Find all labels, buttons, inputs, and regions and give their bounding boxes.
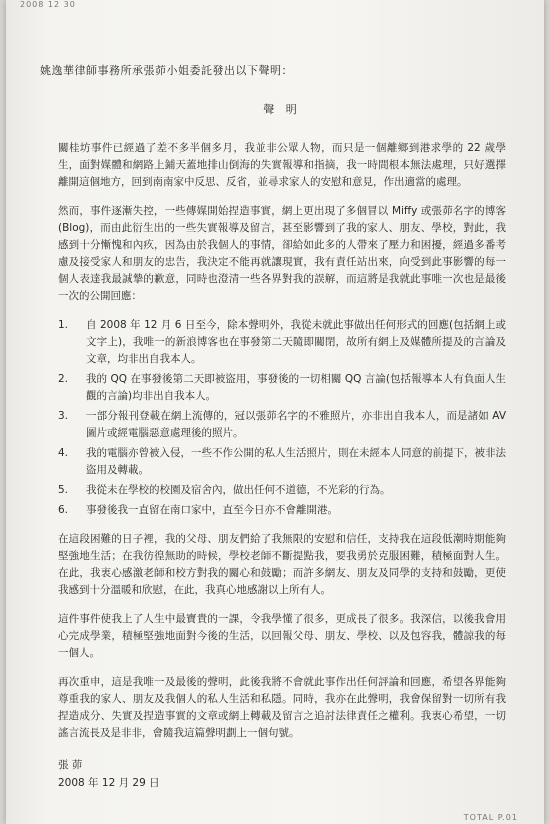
list-item — [58, 371, 506, 405]
list-text: 一部分報刊登載在網上流傳的，冠以張茆名字的不雅照片，亦非出自我本人，而是諸如 AV 圖片或經電腦惡意處理後的照片。 — [86, 410, 506, 439]
signature-block — [58, 756, 506, 792]
list-number: 2. — [58, 373, 69, 385]
paragraph-3: 在這段困難的日子裡，我的父母、朋友們給了我無限的安慰和信任，支持我在這段低潮時期能夠堅強地生活；在我彷徨無助的時候，學校老師不斷提點我，要我勇於克服困難，積極面對人生。在此，我衷心感激老師和校方對我的關心和鼓勵；而許多網友、朋友及同學的支持和鼓勵，更使我感到十分溫暖和欣慰，在此，我真心地感謝以上所有人。 — [58, 533, 506, 596]
list-item — [58, 482, 506, 499]
clarification-list — [58, 317, 506, 519]
paragraph-2: 然而，事件逐漸失控，一些傳媒開始捏造事實，網上更出現了多個冒以 Miffy 或張茆名字的博客(Blog)，而由此衍生出的一些失實報導及留言，甚至影響到了我的家人、朋友、學校，對此，我感到十分慚愧和內疚，因為由於我個人的事情，卻給如此多的人帶來了壓力和困擾，經過多番考慮及接受家人和朋友的忠告，我決定不能再就讓現實，我有責任站出來，向受到此事影響的每一個人表達我最誠摯的歉意，同時也澄清一些各界對我的誤解，而這將是我就此事唯一次也是最後一次的公開回應： — [58, 205, 506, 302]
list-item — [58, 408, 506, 442]
intro-line: 姚逸華律師事務所承張茆小姐委託發出以下聲明： — [40, 64, 293, 77]
list-number: 3. — [58, 410, 69, 422]
list-item — [58, 445, 506, 479]
list-text: 我的 QQ 在事發後第二天即被盜用，事發後的一切相關 QQ 言論(包括報導本人有負面人生觀的言論)均非出自我本人。 — [86, 373, 506, 402]
list-number: 6. — [58, 504, 69, 516]
list-text: 我從未在學校的校園及宿舍內，做出任何不道德，不光彩的行為。 — [86, 484, 391, 496]
list-number: 5. — [58, 484, 69, 496]
list-number: 4. — [58, 447, 69, 459]
paragraph-4: 這件事件使我上了人生中最寶貴的一課，令我學懂了很多，更成長了很多。我深信，以後我會用心完成學業，積極堅強地面對今後的生活，以回報父母、朋友、學校、以及包容我，體諒我的每一個人。 — [58, 613, 506, 659]
fax-header-mark: 2008 12 30 — [20, 0, 76, 9]
signature-name: 張 茆 — [58, 759, 83, 771]
list-item — [58, 502, 506, 519]
signature-date: 2008 年 12 月 29 日 — [58, 777, 160, 789]
fax-footer-mark: TOTAL P.01 — [463, 813, 518, 822]
paragraph-5: 再次重申，這是我唯一及最後的聲明，此後我將不會就此事作出任何評論和回應，希望各界能夠尊重我的家人、朋友及我個人的私人生活和私隱。同時，我亦在此聲明，我會保留對一切所有我捏造成分、失實及捏造事實的文章或網上轉載及留言之追討法律責任之權利。我衷心希望，一切謠言流長及是非非，會隨我這篇聲明劃上一個句號。 — [58, 676, 506, 739]
paragraph-1: 關桂坊事件已經過了差不多半個多月，我並非公眾人物，而只是一個離鄉到港求學的 22 歲學生，面對媒體和網路上鋪天蓋地排山倒海的失實報導和指摘，我一時間根本無法處理，只好選擇離開這個地方，回到南南家中反思、反省，並尋求家人的安慰和意見，作出適當的處理。 — [58, 142, 506, 188]
list-text: 自 2008 年 12 月 6 日至今，除本聲明外，我從未就此事做出任何形式的回應(包括網上或文字上)，我唯一的新浪博客也在事發第二天隨即關閉，故所有網上及媒體所提及的言論及文章，均非出自我本人。 — [86, 319, 506, 365]
list-text: 事發後我一直留在南口家中，直至今日亦不會離開港。 — [86, 504, 338, 516]
list-text: 我的電腦亦曾被入侵，一些不作公開的私人生活照片，則在未經本人同意的前提下，被非法盜用及轉載。 — [86, 447, 506, 476]
list-number: 1. — [58, 319, 69, 331]
document-page — [6, 0, 544, 824]
statement-content — [40, 62, 506, 792]
statement-title: 聲 明 — [263, 103, 301, 116]
list-item — [58, 317, 506, 368]
